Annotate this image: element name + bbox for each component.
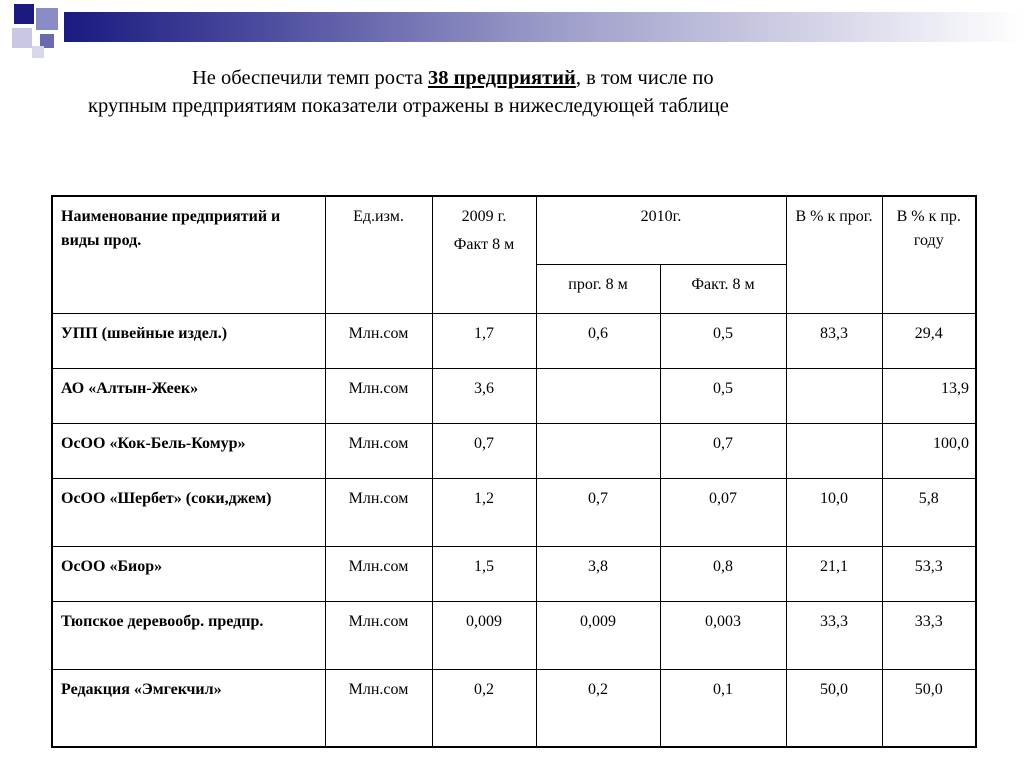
cell-pct-prog: 10,0 [786, 478, 882, 546]
cell-prog: 0,009 [536, 601, 660, 669]
table-row [52, 368, 976, 423]
cell-unit: Млн.сом [325, 669, 432, 747]
cell-name: Тюпское деревообр. предпр. [52, 601, 325, 669]
cell-2009: 0,2 [432, 669, 536, 747]
cell-pct-prog [786, 423, 882, 478]
header-row [52, 196, 976, 264]
cell-prog: 0,2 [536, 669, 660, 747]
cell-unit: Млн.сом [325, 423, 432, 478]
header-fact: Факт. 8 м [660, 264, 786, 313]
cell-2009: 1,2 [432, 478, 536, 546]
cell-unit: Млн.сом [325, 313, 432, 368]
cell-fact: 0,07 [660, 478, 786, 546]
cell-name: Редакция «Эмгекчил» [52, 669, 325, 747]
header-name: Наименование предприятий и виды прод. [52, 196, 325, 313]
deco-square [32, 46, 44, 58]
cell-pct-year: 53,3 [882, 546, 976, 601]
table-row [52, 546, 976, 601]
deco-square [12, 28, 32, 48]
cell-pct-year: 5,8 [882, 478, 976, 546]
cell-fact: 0,8 [660, 546, 786, 601]
header-pct-prog: В % к прог. [786, 196, 882, 313]
table-row [52, 601, 976, 669]
header-gradient-bar [64, 12, 1024, 42]
cell-prog: 3,8 [536, 546, 660, 601]
cell-fact: 0,1 [660, 669, 786, 747]
cell-2009: 3,6 [432, 368, 536, 423]
cell-pct-year: 100,0 [882, 423, 976, 478]
intro-text [60, 64, 960, 120]
cell-fact: 0,5 [660, 368, 786, 423]
table-row [52, 669, 976, 747]
cell-pct-prog: 33,3 [786, 601, 882, 669]
cell-pct-year: 50,0 [882, 669, 976, 747]
table-row [52, 423, 976, 478]
cell-2009: 0,009 [432, 601, 536, 669]
table-row [52, 313, 976, 368]
cell-prog [536, 368, 660, 423]
cell-name: УПП (швейные издел.) [52, 313, 325, 368]
cell-prog [536, 423, 660, 478]
header-2009: 2009 г. Факт 8 м [432, 196, 536, 313]
cell-prog: 0,7 [536, 478, 660, 546]
cell-name: ОсОО «Биор» [52, 546, 325, 601]
cell-fact: 0,7 [660, 423, 786, 478]
intro-line-1: Не обеспечили темп роста 38 предприятий, в том числе по [192, 67, 714, 89]
deco-square [36, 8, 58, 30]
header-pct-year: В % к пр. году [882, 196, 976, 313]
intro-emphasis: 38 предприятий [427, 67, 576, 89]
cell-unit: Млн.сом [325, 546, 432, 601]
header-2010: 2010г. [536, 196, 786, 264]
cell-name: АО «Алтын-Жеек» [52, 368, 325, 423]
enterprise-table [51, 195, 977, 748]
deco-square [14, 4, 34, 24]
cell-pct-prog: 83,3 [786, 313, 882, 368]
cell-prog: 0,6 [536, 313, 660, 368]
header-unit: Ед.изм. [325, 196, 432, 313]
intro-line-2: крупным предприятиям показатели отражены в нижеследующей таблице [88, 95, 729, 117]
cell-fact: 0,003 [660, 601, 786, 669]
cell-name: ОсОО «Кок-Бель-Комур» [52, 423, 325, 478]
cell-unit: Млн.сом [325, 478, 432, 546]
cell-unit: Млн.сом [325, 601, 432, 669]
header-prog: прог. 8 м [536, 264, 660, 313]
cell-fact: 0,5 [660, 313, 786, 368]
cell-pct-year: 33,3 [882, 601, 976, 669]
header-decoration [0, 0, 1024, 60]
table-row [52, 478, 976, 546]
cell-2009: 1,5 [432, 546, 536, 601]
cell-pct-prog: 21,1 [786, 546, 882, 601]
cell-2009: 0,7 [432, 423, 536, 478]
cell-pct-year: 13,9 [882, 368, 976, 423]
cell-unit: Млн.сом [325, 368, 432, 423]
cell-2009: 1,7 [432, 313, 536, 368]
cell-pct-year: 29,4 [882, 313, 976, 368]
cell-pct-prog: 50,0 [786, 669, 882, 747]
cell-pct-prog [786, 368, 882, 423]
cell-name: ОсОО «Шербет» (соки,джем) [52, 478, 325, 546]
